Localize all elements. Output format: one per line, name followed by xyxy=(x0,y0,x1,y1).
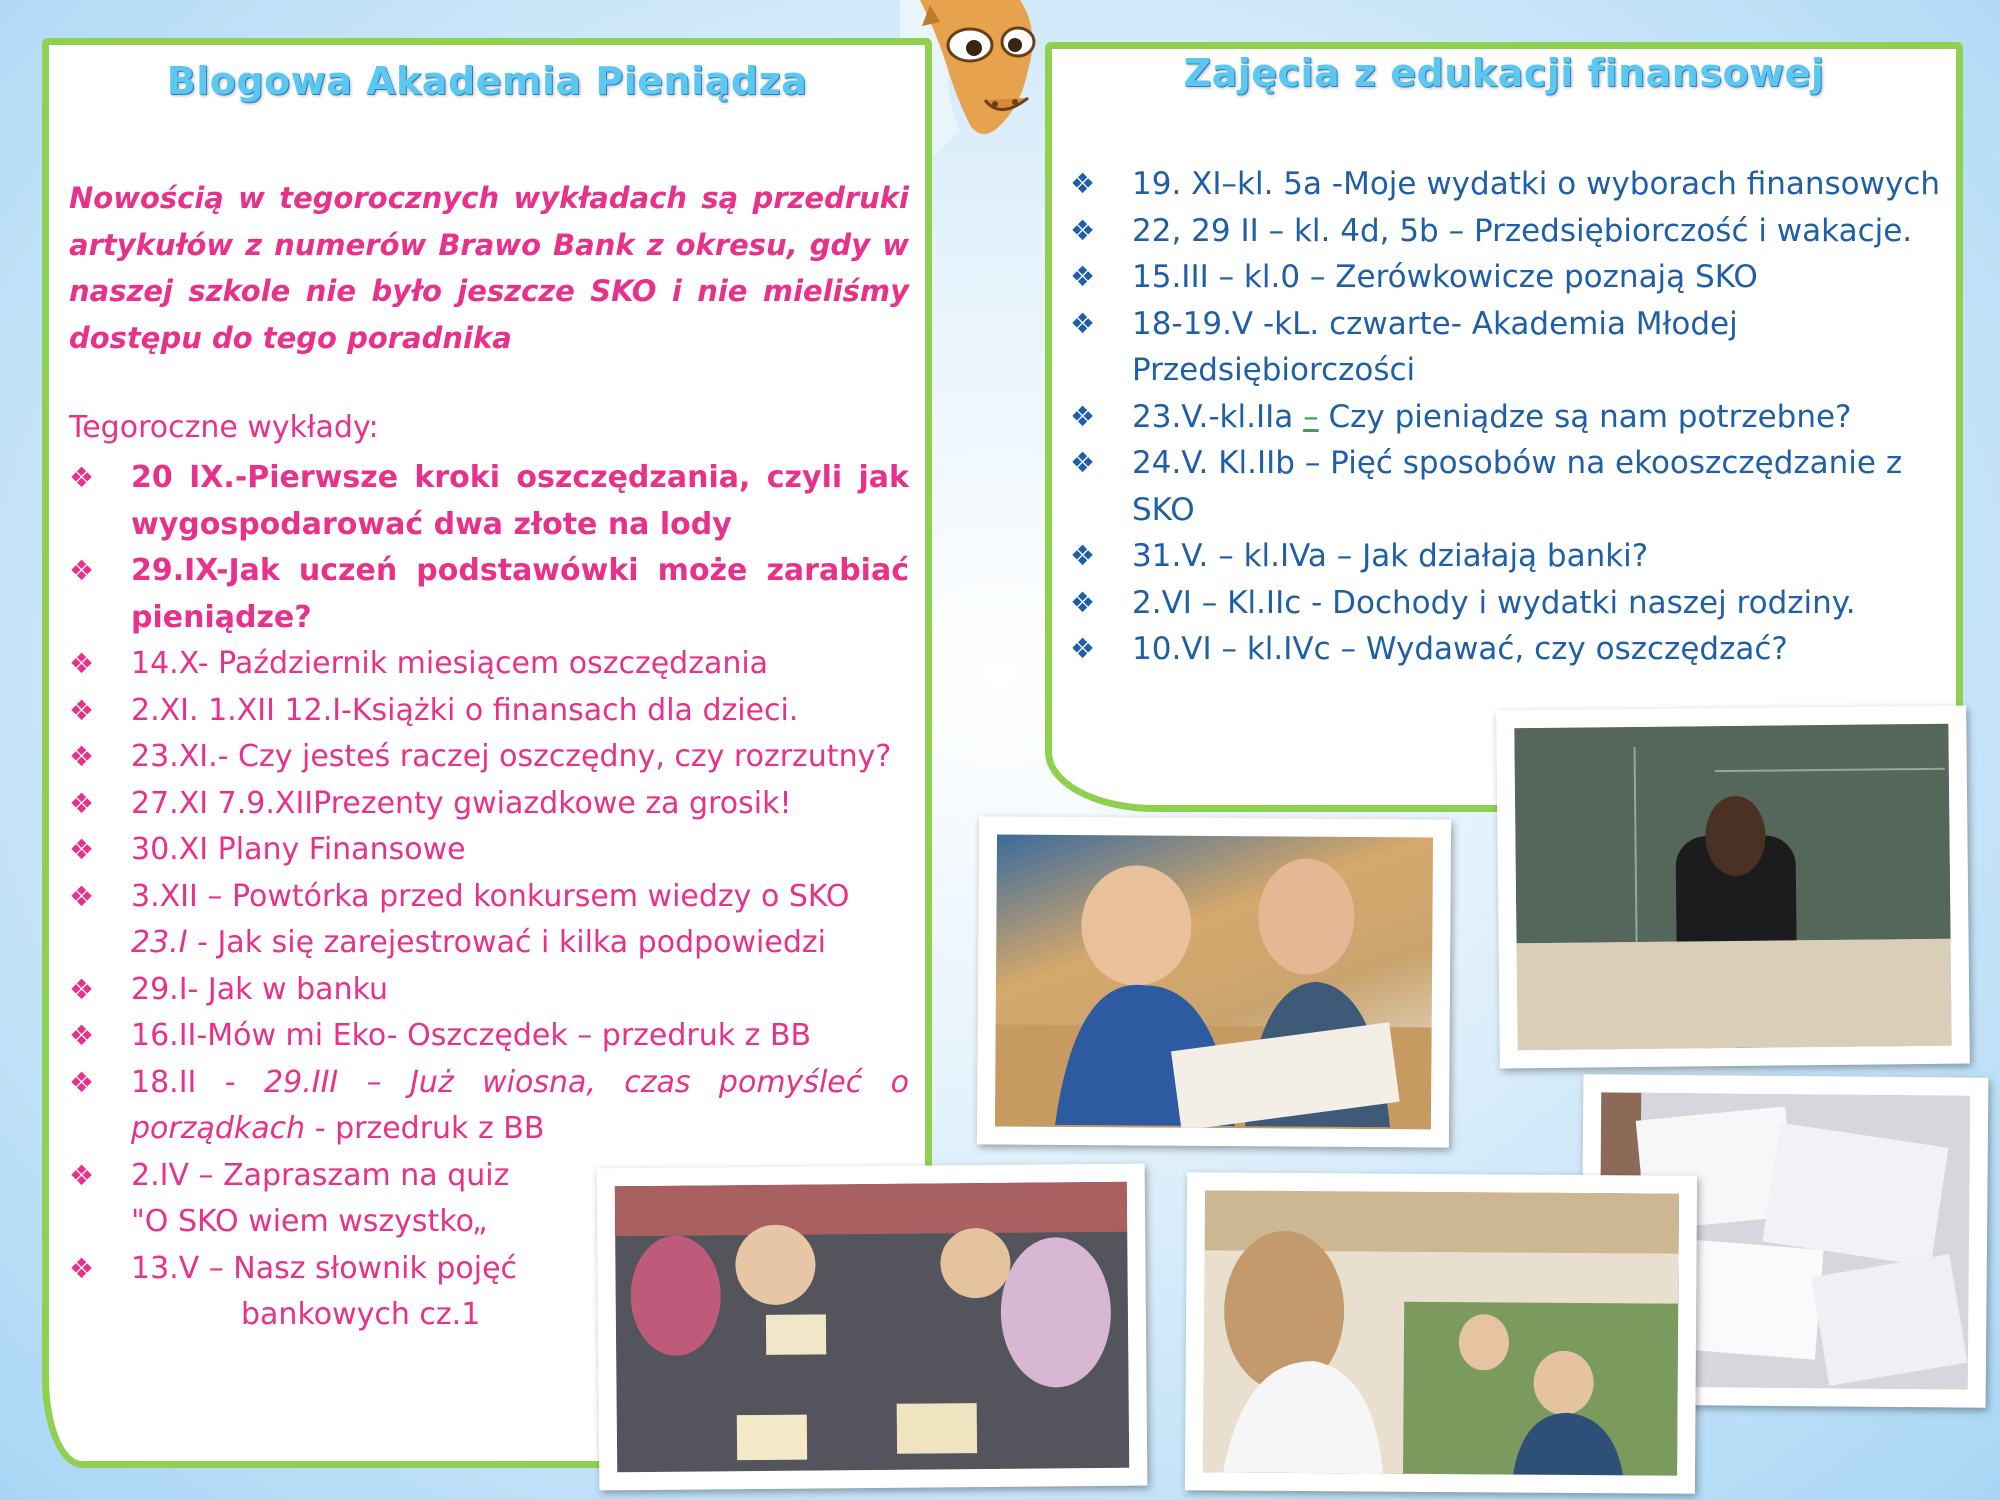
diamond-bullet-icon: ❖ xyxy=(1070,306,1096,340)
lecture-text: 13.V – Nasz słownik pojęć xyxy=(131,1250,518,1286)
photo-children-at-desk xyxy=(977,816,1451,1147)
list-item: ❖ 20 IX.-Pierwsze kroki oszczędzania, czyli jak wygospodarować dwa złote na lody xyxy=(69,455,909,548)
photo-teacher-with-class xyxy=(1185,1172,1697,1494)
diamond-bullet-icon: ❖ xyxy=(69,461,95,494)
list-item: ❖ 30.XI Plany Finansowe xyxy=(69,827,909,874)
lecture-text: 2.IV – Zapraszam na quiz xyxy=(131,1157,510,1193)
lecture-text: 29.III – Już wiosna, czas pomyśleć o porządkach xyxy=(131,1064,909,1146)
left-panel-title: Blogowa Akademia Pieniądza xyxy=(166,59,808,103)
list-item: ❖ 2.VI – Kl.IIc - Dochody i wydatki naszej rodziny. xyxy=(1070,580,1960,627)
diamond-bullet-icon: ❖ xyxy=(1070,446,1096,479)
photo-image xyxy=(995,834,1433,1129)
lecture-date: 23.I xyxy=(131,925,188,960)
list-item: ❖ 29.IX-Jak uczeń podstawówki może zarabiać pieniądze? xyxy=(69,548,909,641)
diamond-bullet-icon: ❖ xyxy=(69,647,95,680)
intro-paragraph: Nowością w tegorocznych wykładach są przedruki artykułów z numerów Brawo Bank z okresu, gdy w naszej szkole nie było jeszcze SKO i nie mieliśmy dostępu do tego poradnika xyxy=(69,181,909,355)
list-item: ❖ 23.XI.- Czy jesteś raczej oszczędny, czy rozrzutny? xyxy=(69,734,909,781)
list-item: ❖ 10.VI – kl.IVc – Wydawać, czy oszczędzać? xyxy=(1070,626,1960,673)
diamond-bullet-icon: ❖ xyxy=(1070,260,1096,293)
diamond-bullet-icon: ❖ xyxy=(69,554,95,587)
list-item: ❖ 29.I- Jak w banku xyxy=(69,967,909,1014)
diamond-bullet-icon: ❖ xyxy=(69,972,95,1006)
diamond-bullet-icon: ❖ xyxy=(69,1158,95,1192)
diamond-bullet-icon: ❖ xyxy=(1070,632,1096,665)
diamond-bullet-icon: ❖ xyxy=(69,786,95,820)
lecture-text: 3.XII – Powtórka przed konkursem wiedzy o SKO xyxy=(131,878,850,914)
diamond-bullet-icon: ❖ xyxy=(1070,399,1096,433)
diamond-bullet-icon: ❖ xyxy=(69,1065,95,1099)
photo-children-on-floor xyxy=(597,1164,1148,1491)
list-item: ❖ 2.XI. 1.XII 12.I-Książki o finansach dla dzieci. xyxy=(69,688,909,735)
right-panel xyxy=(1045,42,1963,812)
list-item: ❖ 18-19.V -kL. czwarte- Akademia Młodej Przedsiębiorczości xyxy=(1070,301,1960,394)
classes-list xyxy=(1070,161,1960,673)
diamond-bullet-icon: ❖ xyxy=(1070,167,1096,200)
diamond-bullet-icon: ❖ xyxy=(69,833,95,866)
diamond-bullet-icon: ❖ xyxy=(69,1019,95,1052)
photo-image xyxy=(615,1182,1129,1472)
lecture-text: - przedruk z BB xyxy=(305,1111,545,1146)
lecture-text: bankowych cz.1 xyxy=(241,1297,481,1332)
list-item: ❖ 19. XI–kl. 5a -Moje wydatki o wyborach finansowych xyxy=(1070,161,1960,208)
list-item: ❖ 22, 29 II – kl. 4d, 5b – Przedsiębiorczość i wakacje. xyxy=(1070,208,1960,255)
diamond-bullet-icon: ❖ xyxy=(69,740,95,773)
list-item: ❖ 24.V. Kl.IIb – Pięć sposobów na ekooszczędzanie z SKO xyxy=(1070,440,1960,533)
diamond-bullet-icon: ❖ xyxy=(1070,539,1096,572)
list-item: ❖ 18.II - 29.III – Już wiosna, czas pomyśleć o porządkach - przedruk z BB xyxy=(69,1060,909,1153)
photo-girl-at-blackboard xyxy=(1496,706,1970,1069)
list-item: ❖ 16.II-Mów mi Eko- Oszczędek – przedruk z BB xyxy=(69,1013,909,1060)
lecture-text: - Jak się zarejestrować i kilka podpowiedzi xyxy=(187,925,826,960)
photo-image xyxy=(1514,724,1951,1051)
lectures-heading: Tegoroczne wykłady: xyxy=(69,410,379,445)
list-item: ❖ 27.XI 7.9.XIIPrezenty gwiazdkowe za grosik! xyxy=(69,781,909,828)
diamond-bullet-icon: ❖ xyxy=(69,879,95,913)
diamond-bullet-icon: ❖ xyxy=(1070,213,1096,247)
list-item xyxy=(69,874,909,967)
lecture-text: "O SKO wiem wszystko„ xyxy=(131,1204,488,1239)
photo-image xyxy=(1203,1190,1679,1475)
lecture-date: 18.II xyxy=(131,1064,197,1100)
right-panel-title: Zajęcia z edukacji finansowej xyxy=(1183,51,1825,95)
diamond-bullet-icon: ❖ xyxy=(69,693,95,727)
list-item: ❖ 15.III – kl.0 – Zerówkowicze poznają SKO xyxy=(1070,254,1960,301)
diamond-bullet-icon: ❖ xyxy=(69,1251,95,1285)
list-item: ❖ 23.V.-kl.IIa – Czy pieniądze są nam potrzebne? xyxy=(1070,394,1960,441)
list-item: ❖ 31.V. – kl.IVa – Jak działają banki? xyxy=(1070,533,1960,580)
diamond-bullet-icon: ❖ xyxy=(1070,585,1096,619)
list-item: ❖ 14.X- Październik miesiącem oszczędzania xyxy=(69,641,909,688)
